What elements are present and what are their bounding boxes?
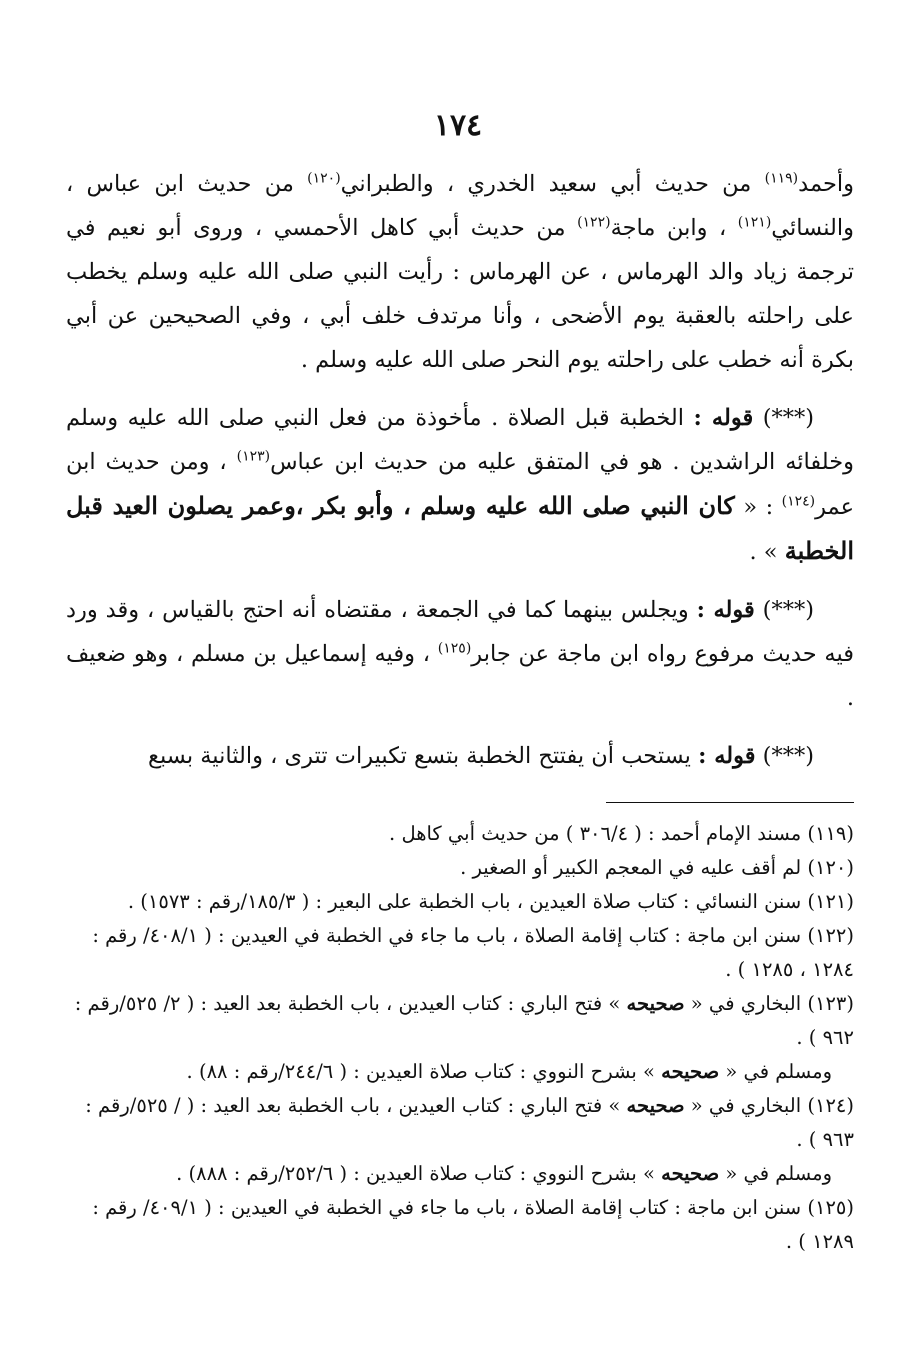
footnote-item [66, 1055, 854, 1089]
book-title: صحيحه [661, 1060, 720, 1083]
text-run: من حديث أبي سعيد الخدري ، والطبراني [340, 171, 765, 197]
footnote-item [66, 817, 854, 851]
book-title: صحيحه [626, 992, 685, 1015]
book-title: صحيحه [626, 1094, 685, 1117]
text-run: » بشرح النووي : كتاب صلاة العيدين : ( ٢٤٤/٦/رقم : ٨٨) . [186, 1060, 662, 1083]
footnote-ref: (١٢٣) [236, 448, 271, 465]
footnote-ref: (١٢٢) [577, 214, 611, 231]
text-run: ، وابن ماجة [610, 215, 738, 241]
commentary-label: قوله : [693, 405, 754, 431]
footnote-divider [606, 802, 854, 803]
text-run: » فتح الباري : كتاب العيدين ، باب الخطبة بعد العيد : ( / ٥٢٥/رقم : ٩٦٣ ) . [85, 1094, 854, 1151]
text-run: وأحمد [798, 171, 854, 197]
text-run: ، وفيه إسماعيل بن مسلم ، وهو ضعيف . [66, 641, 854, 711]
footnote-ref: (١٢٤) [781, 493, 816, 510]
footnote-item [66, 1157, 854, 1191]
text-run: (١٢٢) سنن ابن ماجة : كتاب إقامة الصلاة ، باب ما جاء في الخطبة في العيدين : ( ٤٠٨/١/ رقم : ١٢٨٤ ، ١٢٨٥ ) . [92, 924, 854, 981]
text-run: ومسلم في « [719, 1162, 832, 1185]
paragraph [66, 396, 854, 574]
text-run: (١٢٣) البخاري في « [684, 992, 854, 1015]
text-run: » . [749, 539, 785, 565]
paragraph [66, 588, 854, 720]
text-run: (١١٩) مسند الإمام أحمد : ( ٣٠٦/٤ ) من حديث أبي كاهل . [389, 822, 854, 845]
text-run: ويجلس بينهما كما في الجمعة ، مقتضاه أنه احتج بالقياس ، وقد ورد فيه حديث مرفوع رواه ابن ماجة عن جابر [66, 597, 854, 667]
page-number: ١٧٤ [433, 108, 483, 143]
footnote-item [66, 1089, 854, 1157]
text-run: (***) [753, 405, 814, 431]
text-run: من حديث ابن عباس ، والنسائي [66, 171, 854, 241]
commentary-label: قوله : [696, 597, 755, 623]
text-run: ، ومن حديث ابن عمر [66, 449, 854, 520]
book-title: صحيحه [661, 1162, 720, 1185]
text-run: (١٢٥) سنن ابن ماجة : كتاب إقامة الصلاة ، باب ما جاء في الخطبة في العيدين : ( ٤٠٩/١/ رقم : ١٢٨٩ ) . [92, 1196, 854, 1253]
text-run: : « [734, 494, 782, 520]
footnote-item [66, 885, 854, 919]
footnote-ref: (١٢٥) [437, 640, 472, 657]
footnote-ref: (١١٩) [764, 170, 799, 187]
text-run: (***) [755, 743, 814, 769]
text-run: (١٢٠) لم أقف عليه في المعجم الكبير أو الصغير . [460, 856, 854, 879]
text-run: (١٢١) سنن النسائي : كتاب صلاة العيدين ، باب الخطبة على البعير : ( ١٨٥/٣/رقم : ١٥٧٣) . [127, 890, 854, 913]
footnote-item [66, 1191, 854, 1259]
text-run: » بشرح النووي : كتاب صلاة العيدين : ( ٢٥٢/٦/رقم : ٨٨٨) . [176, 1162, 662, 1185]
hadith-quote: كان النبي صلى الله عليه وسلم ، وأبو بكر ،وعمر يصلون العيد قبل الخطبة [66, 491, 854, 565]
text-run: » فتح الباري : كتاب العيدين ، باب الخطبة بعد العيد : ( ٢/ ٥٢٥/رقم : ٩٦٢ ) . [74, 992, 854, 1049]
footnote-item [66, 919, 854, 987]
footnote-ref: (١٢١) [737, 214, 772, 231]
text-run: من حديث أبي كاهل الأحمسي ، وروى أبو نعيم في ترجمة زياد والد الهرماس ، عن الهرماس : رأيت النبي صلى الله عليه وسلم يخطب على راحلته بالعقبة يوم الأضحى ، وأنا مرتدف خلف أبي ، وفي الصحيحين عن أبي بكرة أنه خطب على راحلته يوم النحر صلى الله عليه وسلم . [66, 215, 854, 373]
text-run: ومسلم في « [719, 1060, 832, 1083]
text-run: (١٢٤) البخاري في « [684, 1094, 854, 1117]
paragraph [66, 162, 854, 382]
text-run: (***) [754, 597, 814, 623]
text-run: يستحب أن يفتتح الخطبة بتسع تكبيرات تترى ، والثانية بسبع [147, 743, 699, 769]
footnote-item [66, 987, 854, 1055]
text-run: الخطبة قبل الصلاة . مأخوذة من فعل النبي صلى الله عليه وسلم وخلفائه الراشدين . هو في المتفق عليه من حديث ابن عباس [66, 405, 854, 475]
footnote-item [66, 851, 854, 885]
footnote-ref: (١٢٠) [307, 170, 341, 187]
footnotes [66, 817, 854, 1259]
commentary-label: قوله : [698, 743, 756, 769]
main-text [66, 162, 854, 778]
paragraph [66, 734, 854, 778]
